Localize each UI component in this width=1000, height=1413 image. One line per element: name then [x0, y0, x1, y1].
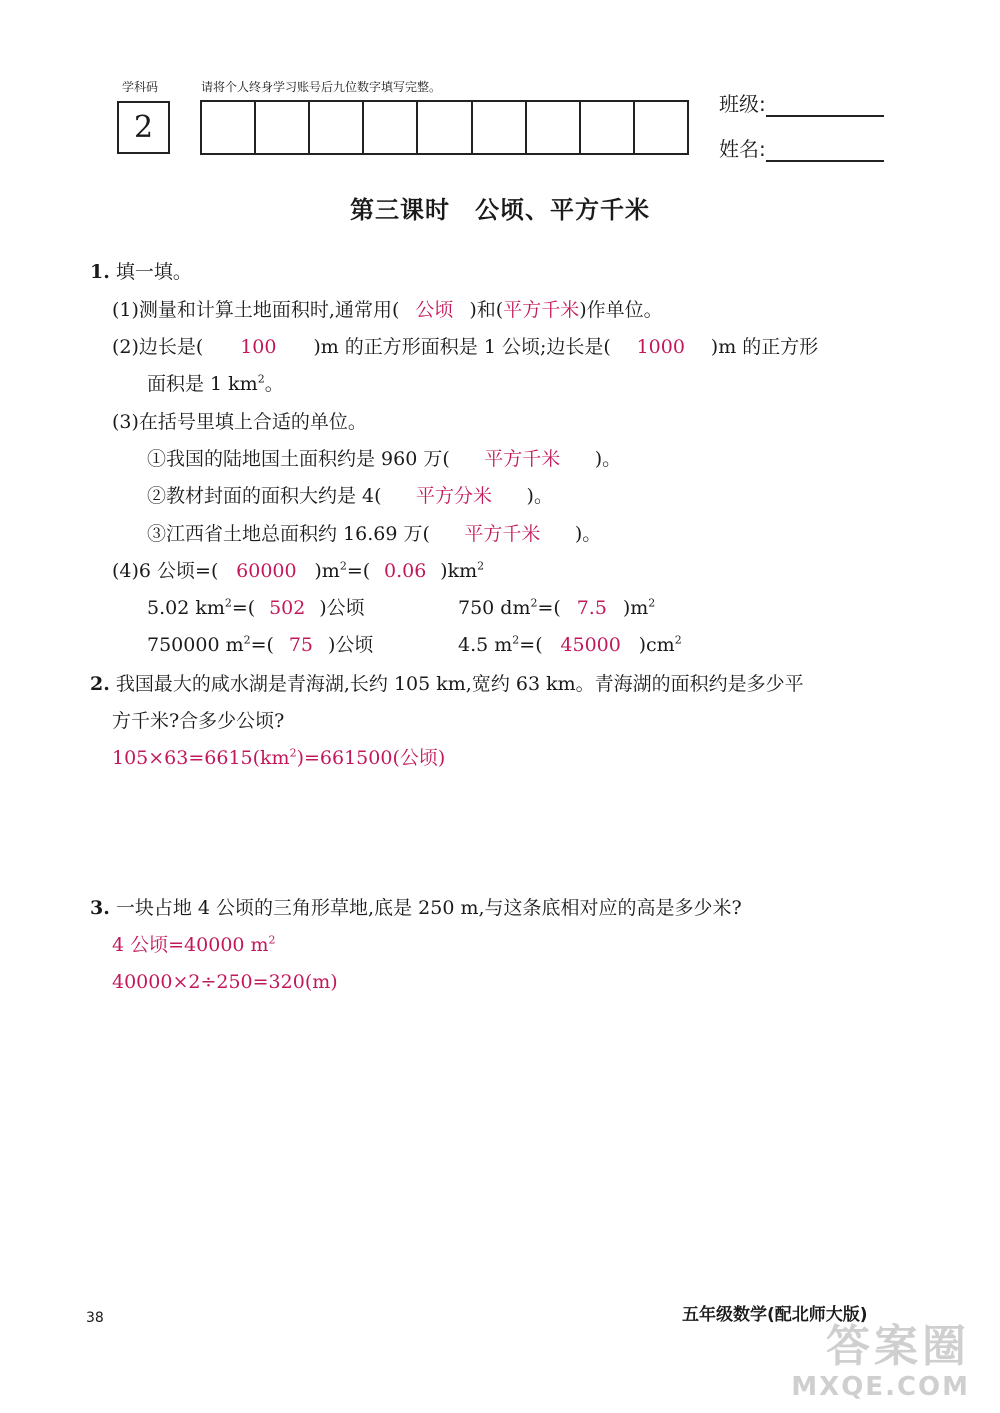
text: ①我国的陆地国土面积约是 960 万(: [147, 448, 450, 470]
q1-text: 填一填。: [115, 261, 192, 283]
q1-part3-item1: [147, 447, 621, 471]
q1-part3-item2: [147, 484, 553, 508]
q2-text: 我国最大的咸水湖是青海湖,长约 105 km,宽约 63 km。青海湖的面积约是多少平: [115, 673, 804, 695]
text: )m 的正方形: [710, 336, 819, 358]
text: (1)测量和计算土地面积时,通常用(: [112, 299, 400, 321]
text: )km: [440, 560, 478, 582]
answer: 0.06: [384, 560, 427, 582]
text: )cm: [638, 634, 675, 656]
answer: 7.5: [576, 597, 607, 619]
digit-cell[interactable]: [581, 102, 635, 153]
q1-part4-row3-left: [147, 633, 373, 657]
q1-part3-item3: [147, 522, 601, 546]
q2-line1: [90, 672, 804, 696]
answer: 平方千米: [464, 523, 541, 545]
superscript: 2: [477, 559, 485, 573]
superscript: 2: [512, 633, 520, 647]
subject-code-value: 2: [133, 110, 154, 145]
text: )m: [622, 597, 649, 619]
q3-number: 3.: [90, 897, 110, 919]
text: (2)边长是(: [112, 336, 204, 358]
q2-number: 2.: [90, 673, 110, 695]
answer: 75: [288, 634, 314, 656]
text: 5.02 km: [147, 597, 225, 619]
text: =(: [537, 597, 561, 619]
page-number: 38: [86, 1310, 104, 1326]
text: 面积是 1 km: [147, 373, 258, 395]
superscript: 2: [224, 596, 232, 610]
subject-code-box: [117, 101, 170, 154]
watermark: [710, 1322, 970, 1408]
text: )。: [574, 523, 602, 545]
q1-heading: [90, 260, 192, 284]
q3-answer-line1: [112, 933, 276, 957]
answer: )=661500(公顷): [296, 747, 446, 769]
account-instruction: 请将个人终身学习账号后九位数字填写完整。: [201, 80, 442, 94]
q1-part4-row1: [112, 559, 484, 583]
text: )。: [526, 485, 553, 507]
q3-answer-line2: 40000×2÷250=320(m): [112, 971, 338, 993]
text: 4.5 m: [458, 634, 513, 656]
q2-line2: 方千米?合多少公顷?: [112, 710, 285, 732]
subject-code-label: 学科码: [122, 80, 159, 94]
text: =(: [519, 634, 543, 656]
name-blank[interactable]: [766, 140, 884, 162]
text: )m 的正方形面积是 1 公顷;边长是(: [313, 336, 611, 358]
digit-cell[interactable]: [527, 102, 581, 153]
answer: 60000: [236, 560, 297, 582]
text: =(: [231, 597, 256, 619]
answer: 公顷: [415, 299, 454, 321]
superscript: 2: [268, 933, 276, 947]
text: )作单位。: [579, 299, 663, 321]
superscript: 2: [648, 596, 656, 610]
class-blank[interactable]: [766, 95, 884, 117]
answer: 45000: [560, 634, 621, 656]
text: )m: [314, 560, 340, 582]
text: )公顷: [327, 634, 374, 656]
book-name: 五年级数学: [682, 1305, 767, 1325]
q1-part4-row2-left: [147, 596, 365, 620]
superscript: 2: [289, 746, 297, 760]
text: ②教材封面的面积大约是 4(: [147, 485, 382, 507]
q2-answer: [112, 746, 445, 770]
text: (4)6 公顷=(: [112, 560, 219, 582]
q1-part4-row3-right: [458, 633, 682, 657]
answer: 平方分米: [416, 485, 493, 507]
digit-cell[interactable]: [635, 102, 687, 153]
q1-part2-line1: [112, 335, 818, 359]
q1-part2-line2: [147, 372, 284, 396]
digit-cell[interactable]: [256, 102, 310, 153]
superscript: 2: [530, 596, 538, 610]
q1-number: 1.: [90, 261, 110, 283]
answer: 4 公顷=40000 m: [112, 934, 269, 956]
digit-cell[interactable]: [310, 102, 364, 153]
answer: 502: [269, 597, 306, 619]
text: =(: [346, 560, 371, 582]
watermark-cn: 答案圈: [826, 1321, 970, 1372]
superscript: 2: [674, 633, 682, 647]
book-edition: (配北师大版): [767, 1305, 868, 1325]
answer: 105×63=6615(km: [112, 747, 290, 769]
name-label: 姓名:: [719, 137, 766, 161]
digit-cell[interactable]: [473, 102, 527, 153]
text: ③江西省土地总面积约 16.69 万(: [147, 523, 430, 545]
superscript: 2: [243, 633, 251, 647]
text: )和(: [469, 299, 504, 321]
text: 。: [264, 373, 284, 395]
text: )。: [594, 448, 622, 470]
watermark-en: MXQE.COM: [791, 1372, 970, 1402]
superscript: 2: [257, 372, 265, 386]
answer: 100: [240, 336, 277, 358]
q3-text: 一块占地 4 公顷的三角形草地,底是 250 m,与这条底相对应的高是多少米?: [115, 897, 742, 919]
digit-cell[interactable]: [418, 102, 472, 153]
q1-part1: [112, 298, 663, 322]
answer: 平方千米: [484, 448, 561, 470]
text: 750000 m: [147, 634, 244, 656]
text: 750 dm: [458, 597, 531, 619]
class-label: 班级:: [719, 92, 766, 116]
class-field: [719, 88, 884, 117]
q1-part4-row2-right: [458, 596, 655, 620]
name-field: [719, 133, 884, 162]
text: )公顷: [319, 597, 365, 619]
text: =(: [250, 634, 274, 656]
answer: 1000: [636, 336, 685, 358]
lesson-title: 第三课时 公顷、平方千米: [350, 196, 650, 224]
superscript: 2: [339, 559, 347, 573]
digit-cell[interactable]: [202, 102, 256, 153]
account-digit-boxes[interactable]: [200, 100, 689, 155]
q1-part3: (3)在括号里填上合适的单位。: [112, 411, 367, 433]
answer: 平方千米: [503, 299, 580, 321]
q3-line1: [90, 896, 742, 920]
digit-cell[interactable]: [364, 102, 418, 153]
